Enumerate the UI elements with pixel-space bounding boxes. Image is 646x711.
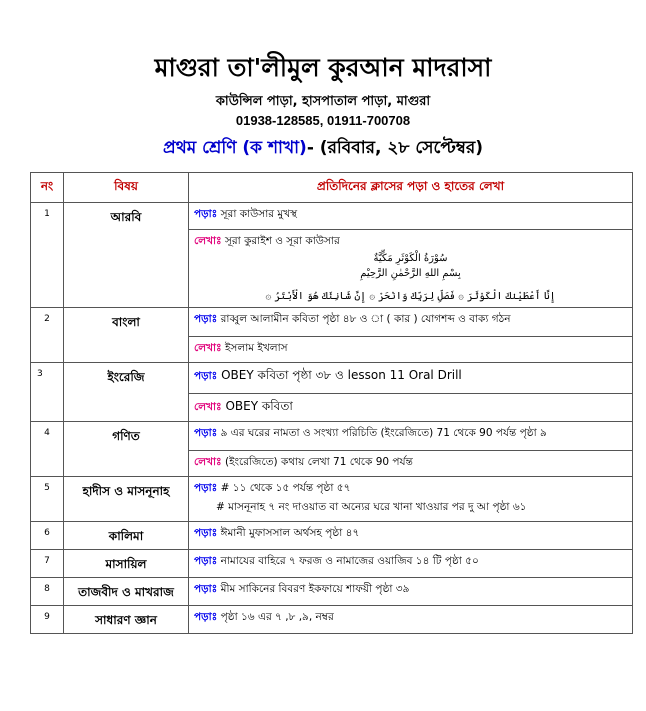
row-subject: সাধারণ জ্ঞান [64,606,189,634]
table-row [31,522,633,550]
table-row [31,477,633,522]
read-prefix: পড়াঃ [194,482,218,494]
school-phones: 01938-128585, 01911-700708 [235,113,411,128]
read-line [189,203,632,229]
row-number: 8 [31,578,64,606]
row-details [189,477,633,522]
table-row [31,578,633,606]
arabic-surah-title: سُوْرَةُ الْكَوْثَرِ مَكِّيَّةٌ [373,253,448,264]
read-text: ঈমানী মুফাসসাল অর্থসহ পৃষ্ঠা ৪৭ [220,527,360,539]
read-text: ৯ এর ঘরের নামতা ও সংখ্যা পরিচিতি (ইংরেজিতে) 71 থেকে 90 পর্যন্ত পৃষ্ঠা ৯ [220,427,547,439]
read-line [189,522,632,549]
read-text-2: # মাসনূনাহ ৭ নং দাওয়াত বা অন্যের ঘরে খানা খাওয়ার পর দু আ পৃষ্ঠা ৬১ [216,501,527,513]
school-name: মাগুরা তা'লীমুল কুরআন মাদরাসা [154,53,492,82]
row-number: 4 [31,422,64,477]
read-prefix: পড়াঃ [194,313,218,325]
write-text: সূরা কুরাইশ ও সূরা কাউসার [224,235,340,247]
row-subject: কালিমা [64,522,189,550]
table-row [31,422,633,477]
read-line [189,363,632,393]
header-details: প্রতিদিনের ক্লাসের পড়া ও হাতের লেখা [189,173,633,203]
arabic-bismillah: بِسْمِ اللهِ الرَّحْمٰنِ الرَّحِيْمِ [360,268,461,279]
write-text: (ইংরেজিতে) কথায় লেখা 71 থেকে 90 পর্যন্ত [224,456,413,468]
class-label: প্রথম শ্রেণি (ক শাখা) [163,138,307,158]
row-details [189,522,633,550]
header-subject: বিষয় [64,173,189,203]
read-prefix: পড়াঃ [194,583,218,595]
lesson-table [30,172,633,634]
read-text: পৃষ্ঠা ১৬ এর ৭ ,৮ ,৯, নম্বর [220,611,334,623]
row-subject: হাদীস ও মাসনূনাহ [64,477,189,522]
read-prefix: পড়াঃ [194,370,218,382]
read-text: মীম সাকিনের বিবরণ ইকফায়ে শাফয়ী পৃষ্ঠা ৩৯ [220,583,410,595]
read-text: নামাযের বাহিরে ৭ ফরজ ও নামাজের ওয়াজিব ১৪ টি পৃষ্ঠা ৫০ [220,555,479,567]
row-details [189,578,633,606]
table-row [31,363,633,422]
write-text: ইসলাম ইখলাস [224,342,288,354]
read-line [189,578,632,605]
write-line [189,450,632,476]
write-prefix: লেখাঃ [194,342,222,354]
row-details [189,203,633,308]
table-row [31,308,633,363]
read-line [189,606,632,633]
table-row [31,203,633,308]
read-line [189,308,632,336]
row-details [189,606,633,634]
read-text: সূরা কাউসার মুখস্থ [220,208,298,220]
row-number: 6 [31,522,64,550]
class-heading [0,135,646,163]
read-prefix: পড়াঃ [194,555,218,567]
arabic-verses: إِنَّا أَعْطَيْنٰكَ الْكَوْثَرَ ۞ فَصَلِّ لِرَبِّكَ وَانْحَرْ ۞ إِنَّ شَانِئَكَ هُوَ الْأَبْتَرُ ۞ [265,291,556,302]
read-prefix: পড়াঃ [194,208,218,220]
row-number: 5 [31,477,64,522]
row-details [189,550,633,578]
row-subject: ইংরেজি [64,363,189,422]
read-line [189,422,632,450]
table-row [31,550,633,578]
row-number: 2 [31,308,64,363]
read-text: রাব্বুল আলামীন কবিতা পৃষ্ঠা ৪৮ ও া ( কার ) যোগশব্দ ও বাক্য গঠন [220,313,511,325]
write-prefix: লেখাঃ [194,401,222,413]
row-details [189,363,633,422]
table-row [31,606,633,634]
row-subject: গণিত [64,422,189,477]
read-text: OBEY কবিতা পৃষ্ঠা ৩৮ ও lesson 11 Oral Drill [221,368,462,382]
date-label: - (রবিবার, ২৮ সেপ্টেম্বর) [306,138,483,158]
row-number: 9 [31,606,64,634]
row-subject: বাংলা [64,308,189,363]
school-address: কাউন্সিল পাড়া, হাসপাতাল পাড়া, মাগুরা [215,94,431,109]
row-number: 1 [31,203,64,308]
row-number: 7 [31,550,64,578]
row-details [189,422,633,477]
read-text: # ১১ থেকে ১৫ পর্যন্ত পৃষ্ঠা ৫৭ [220,482,351,494]
write-line [189,336,632,362]
read-line [189,550,632,577]
write-line [189,229,632,307]
header-no: নং [31,173,64,203]
read-prefix: পড়াঃ [194,427,218,439]
write-prefix: লেখাঃ [194,456,222,468]
write-text: OBEY কবিতা [225,399,293,413]
read-line [189,477,632,498]
write-line [189,393,632,421]
row-subject: তাজবীদ ও মাখরাজ [64,578,189,606]
write-prefix: লেখাঃ [194,235,222,247]
row-subject: আরবি [64,203,189,308]
table-header-row [31,173,633,203]
read-prefix: পড়াঃ [194,611,218,623]
row-details [189,308,633,363]
read-prefix: পড়াঃ [194,527,218,539]
row-subject: মাসায়িল [64,550,189,578]
row-number: 3 [31,363,64,422]
